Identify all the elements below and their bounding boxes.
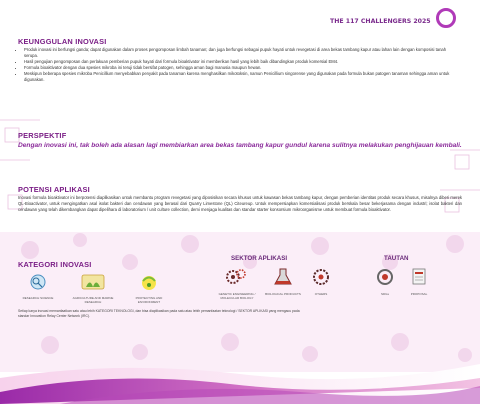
kategori-label: AGRICULTURE AND MARINE RESEARCH: [72, 296, 114, 304]
sektor-item: [264, 266, 302, 297]
section-title-kategori: KATEGORI INOVASI: [18, 260, 92, 269]
keunggulan-bullet: • Produk inovasi ini berfungsi ganda; dapat digunakan dalam proses pengomposan limbah tanaman; dan juga berfungsi sebagai pupuk hayati untuk revegetasi di area bekas tambang kapur atau lahan lain dengan komposisi tanah serupa.: [24, 47, 454, 59]
tautan-label: SDGs: [380, 292, 389, 296]
section-title-keunggulan: KEUNGGULAN INOVASI: [18, 37, 107, 46]
kategori-item: [126, 272, 172, 304]
kategori-label: PROTECTING AND ENVIRONMENT: [135, 296, 163, 304]
research-icon: [18, 272, 58, 292]
sektor-row: [214, 266, 344, 302]
kategori-label: RESEARCH SCIENCE: [22, 296, 54, 300]
sdgs-icon: [372, 266, 398, 288]
keunggulan-bullet: • Meskipun beberapa spesies mikroba Penicillium menyebabkan penyakit pada tanaman karena menghasilkan mikotoksin, namun Penicillium singorense yang digunakan pada formula bukan patogen tanaman sehingga aman untuk digunakan.: [24, 71, 454, 83]
environment-icon: [126, 272, 172, 292]
tautan-label: PROPOSAL: [410, 292, 428, 296]
others-icon: [304, 266, 338, 288]
gears-icon: [214, 266, 260, 288]
ring-logo: [436, 8, 456, 28]
section-title-perspektif: PERSPEKTIF: [18, 131, 67, 140]
proposal-icon: [402, 266, 436, 288]
tautan-item[interactable]: [372, 266, 398, 297]
footer-note: Setiap karya inovasi memanfaatkan satu atau lebih KATEGORI TEKNOLOGI, dan bisa diaplikasikan pada satu atau lebih pemanfaatan teknologi / SEKTOR APLIKASI yang mengacu pada standar Innovation Relay Center Network (IRC).: [18, 309, 300, 318]
keunggulan-list: [18, 47, 454, 83]
sektor-label: OTHERS: [314, 292, 328, 296]
section-title-potensi: POTENSI APLIKASI: [18, 185, 90, 194]
kategori-row: [14, 272, 184, 306]
section-title-sektor: SEKTOR APLIKASI: [231, 255, 288, 262]
kategori-item: [18, 272, 58, 301]
flask-icon: [264, 266, 302, 288]
tautan-item[interactable]: [402, 266, 436, 297]
keunggulan-bullet: • Formula bioaktivator dengan dua spesies mikroba ini teruji tidak bersifat patogen, sehingga aman bagi manusia maupun hewan.: [24, 65, 454, 71]
kategori-item: [70, 272, 116, 304]
sektor-label: GENETIC ENGINEERING / MOLECULAR BIOLOGY: [218, 292, 256, 300]
perspektif-quote: Dengan inovasi ini, tak boleh ada alasan lagi membiarkan area bekas tambang kapur gundul karena sulitnya melakukan penghijauan kembali.: [18, 142, 462, 149]
keunggulan-bullet: • Hasil pengujian pengomposan dan perlakuan pemberian pupuk hayati dari formula bioaktivator ini memberikan hasil yang lebih baik dibandingkan produk komersial EM4.: [24, 59, 454, 65]
sektor-item: [214, 266, 260, 300]
potensi-body: Inovasi formula bioaktivator ini berpotensi diaplikasikan untuk membantu program revegetasi yang diposisikan secara khusus untuk kawasan bekas tambang kapur, dengan pemberian identitas produk secara khusus, misalnya diberi merek QL-Bioactivator, untuk mengingatkan asal isolat bakteri dan cendawan yang berasal dari Quarry Limestone (QL) Citeureup. Untuk mempersiapkan komersialisasi produk berskala besar bekerjasama dengan industri; isolat bakteri dan cendawan yang telah dikembangkan dapat dipelihara di laboratorium / unit culture collection, demi menjaga kualitas dan standar starter konsorsium mikroorganisme untuk membuat formula bioaktivator.: [18, 195, 462, 212]
tautan-row: [372, 266, 452, 302]
header-title: THE 117 CHALLENGERS 2025: [330, 18, 431, 25]
section-title-tautan: TAUTAN: [384, 255, 409, 262]
agriculture-icon: [70, 272, 116, 292]
sektor-item: [304, 266, 338, 297]
sektor-label: BIOLOGICAL PRODUCTS: [265, 292, 301, 296]
